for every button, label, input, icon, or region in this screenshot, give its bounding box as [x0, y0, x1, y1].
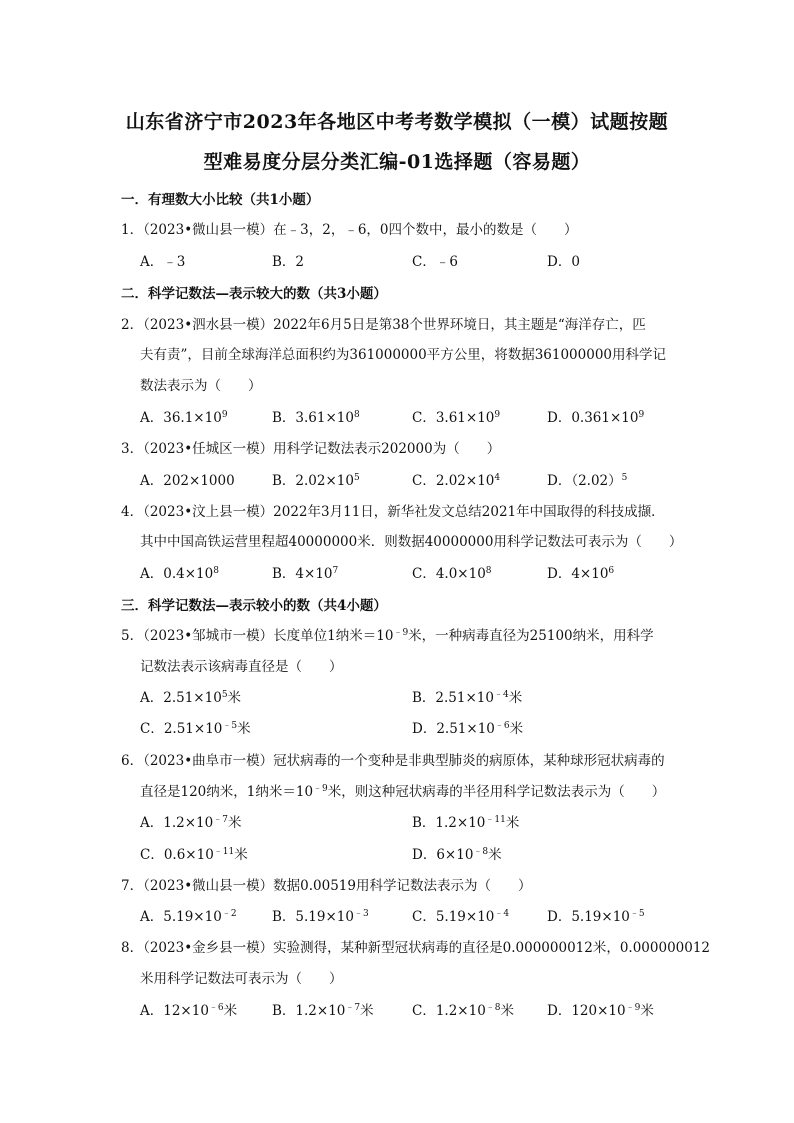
question-8-stem-line-1: 8．（2023•金乡县一模）实验测得，某种新型冠状病毒的直径是0.000000012米，0.000000012 — [121, 940, 711, 956]
q5-option-c: C．$2.51\times 10^{﹣5}$米 — [140, 721, 251, 737]
question-7-stem: 7．（2023•微山县一模）数据0.00519用科学记数法表示为（ ） — [121, 878, 532, 894]
q4-option-d: D．$4\times 10^6$ — [547, 566, 615, 582]
q7-option-a: A．$5.19\times 10^{﹣2}$ — [140, 909, 237, 925]
page-title-line-2: 型难易度分层分类汇编-01选择题（容易题） — [203, 151, 591, 173]
question-6-stem-line-2: 直径是120纳米，1纳米$=10^{﹣9}$米，则这种冠状病毒的半径用科学记数法表示为（ ） — [140, 784, 666, 800]
q2-option-d: D．$0.361\times 10^9$ — [547, 410, 645, 426]
q1-option-a: A．﹣3 — [140, 254, 186, 270]
q4-option-c: C．$4.0\times 10^8$ — [412, 566, 492, 582]
q2-option-c: C．$3.61\times 10^9$ — [412, 410, 501, 426]
q1-option-b: B．2 — [272, 254, 305, 270]
q6-option-d: D．$6\times 10^{﹣8}$米 — [412, 847, 502, 863]
q4-option-b: B．$4\times 10^7$ — [272, 566, 339, 582]
q5-option-b: B．$2.51\times 10^{﹣4}$米 — [412, 690, 523, 706]
q4-option-a: A．$0.4\times 10^8$ — [140, 566, 219, 582]
section-heading: 二．科学记数法—表示较大的数（共3小题） — [121, 286, 387, 302]
q2-option-a: A．$36.1\times 10^9$ — [140, 410, 228, 426]
q8-option-c: C．$1.2\times 10^{﹣8}$米 — [412, 1003, 515, 1019]
q8-option-d: D．$120\times 10^{﹣9}$米 — [547, 1003, 654, 1019]
q6-option-b: B．$1.2\times 10^{﹣11}$米 — [412, 815, 520, 831]
q1-option-c: C．﹣6 — [412, 254, 458, 270]
q5-option-a: A．$2.51\times 10^5$米 — [140, 690, 242, 706]
q7-option-d: D．$5.19\times 10^{﹣5}$ — [547, 909, 645, 925]
q8-option-b: B．$1.2\times 10^{﹣7}$米 — [272, 1003, 374, 1019]
section-heading: 三．科学记数法—表示较小的数（共4小题） — [121, 598, 387, 614]
q7-option-b: B．$5.19\times 10^{﹣3}$ — [272, 909, 369, 925]
q8-option-a: A．$12\times 10^{﹣6}$米 — [140, 1003, 238, 1019]
question-6-stem-line-1: 6．（2023•曲阜市一模）冠状病毒的一个变种是非典型肺炎的病原体，某种球形冠状病毒的 — [121, 753, 665, 769]
question-5-stem-line-2: 记数法表示该病毒直径是（ ） — [140, 659, 343, 675]
q3-option-b: B．$2.02\times 10^5$ — [272, 473, 360, 489]
question-1-stem: 1．（2023•微山县一模）在﹣3，2，﹣6，0四个数中，最小的数是（ ） — [121, 222, 578, 238]
question-5-stem-line-1: 5．（2023•邹城市一模）长度单位1纳米$=10^{﹣9}$米，一种病毒直径为25100纳米，用科学 — [121, 628, 654, 644]
question-2-stem-line-2: 夫有责”，目前全球海洋总面积约为361000000平方公里，将数据361000000用科学记 — [140, 347, 667, 363]
question-2-stem-line-3: 数法表示为（ ） — [140, 378, 262, 394]
page-title-line-1: 山东省济宁市2023年各地区中考考数学模拟（一模）试题按题 — [125, 111, 669, 133]
q2-option-b: B．$3.61\times 10^8$ — [272, 410, 360, 426]
q3-option-a: A．202×1000 — [140, 473, 235, 489]
q1-option-d: D．0 — [547, 254, 580, 270]
question-2-stem-line-1: 2．（2023•泗水县一模）2022年6月5日是第38个世界环境日，其主题是“海洋存亡，匹 — [121, 317, 646, 333]
q3-option-d: D．$(2.02)^5$ — [547, 473, 628, 489]
q7-option-c: C．$5.19\times 10^{﹣4}$ — [412, 909, 510, 925]
question-3-stem: 3．（2023•任城区一模）用科学记数法表示202000为（ ） — [121, 441, 501, 457]
section-heading: 一．有理数大小比较（共1小题） — [121, 192, 320, 208]
q6-option-a: A．$1.2\times 10^{﹣7}$米 — [140, 815, 242, 831]
q5-option-d: D．$2.51\times 10^{﹣6}$米 — [412, 721, 524, 737]
question-8-stem-line-2: 米用科学记数法可表示为（ ） — [140, 971, 343, 987]
q3-option-c: C．$2.02\times 10^4$ — [412, 473, 501, 489]
q6-option-c: C．$0.6\times 10^{﹣11}$米 — [140, 847, 248, 863]
question-4-stem-line-1: 4．（2023•汶上县一模）2022年3月11日，新华社发文总结2021年中国取得的科技成撷． — [121, 504, 665, 520]
question-4-stem-line-2: 其中中国高铁运营里程超40000000米．则数据40000000用科学记数法可表示为（ ） — [140, 534, 683, 550]
